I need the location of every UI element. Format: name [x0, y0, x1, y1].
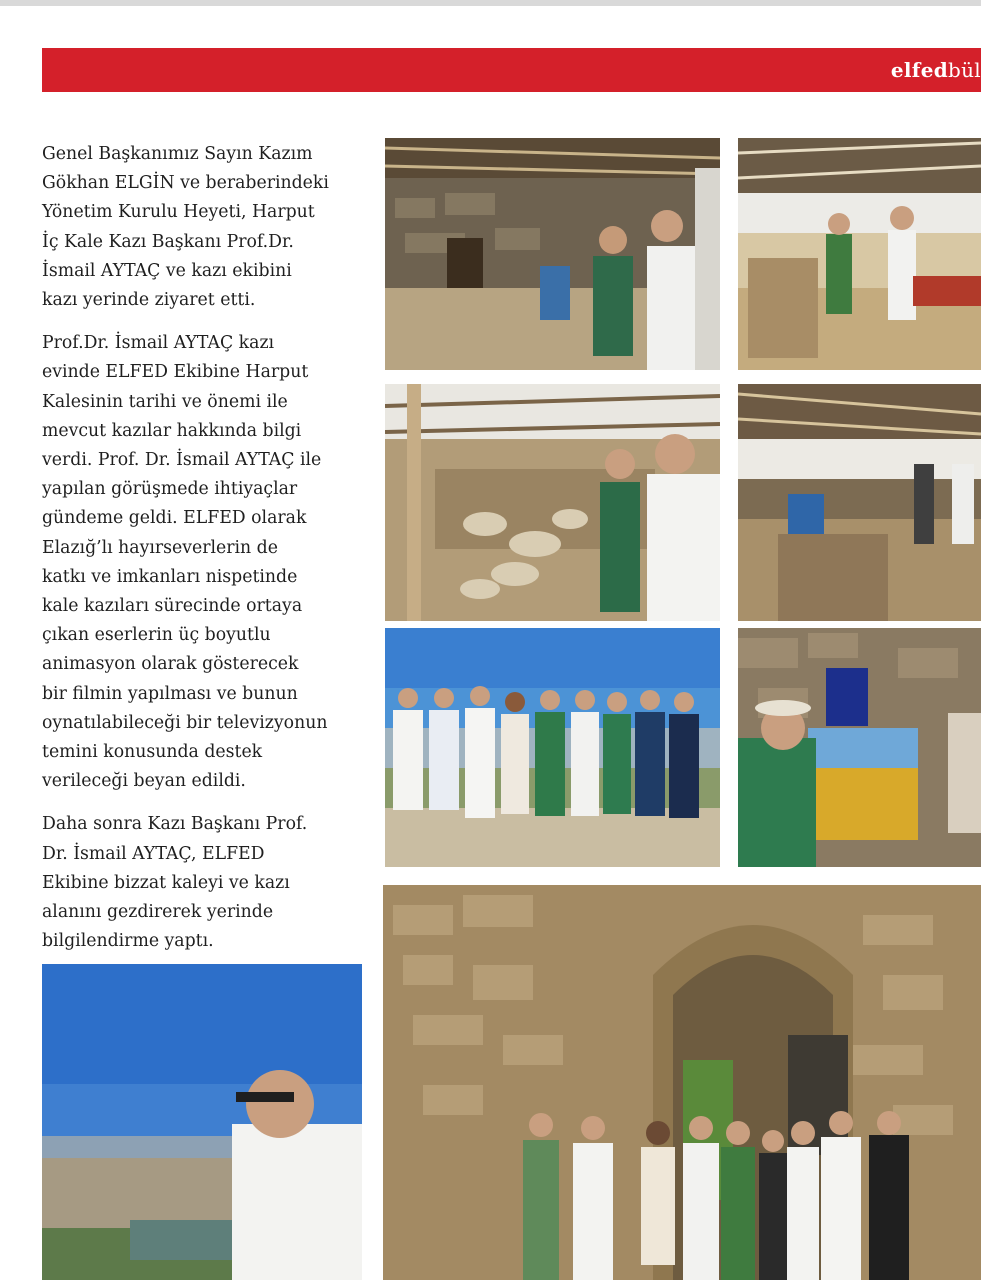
brand-bold: elfed	[890, 58, 949, 82]
photo-excavation-shelter	[385, 138, 720, 370]
photo-excavation-site	[738, 384, 981, 621]
article-paragraph-3: Daha sonra Kazı Başkanı Prof. Dr. İsmail AYTAÇ, ELFED Ekibine bizzat kaleyi ve kazı alanını gezdirerek yerinde bilgilendirme yaptı.	[42, 814, 308, 952]
photo-shelter-interior	[738, 138, 981, 370]
brand-logo	[891, 58, 981, 82]
article-paragraph-1: Genel Başkanımız Sayın Kazım Gökhan ELGİN ve beraberindeki Yönetim Kurulu Heyeti, Harput İç Kale Kazı Başkanı Prof.Dr. İsmail AYTAÇ ve kazı ekibini kazı yerinde ziyaret etti.	[42, 144, 329, 311]
article-body	[42, 140, 362, 970]
photo-group-castle-gate	[383, 885, 981, 1280]
photo-professor-painting	[738, 628, 981, 867]
top-edge-strip	[0, 0, 981, 6]
brand-rest: bül	[948, 58, 981, 82]
article-paragraph-2: Prof.Dr. İsmail AYTAÇ kazı evinde ELFED Ekibine Harput Kalesinin tarihi ve önemi ile mevcut kazılar hakkında bilgi verdi. Prof. Dr. İsmail AYTAÇ ile yapılan görüşmede ihtiyaçlar gündeme geldi. ELFED olarak Elazığ’lı hayırseverlerin de katkı ve imkanları nispetinde kale kazıları sürecinde ortaya çıkan eserlerin üç boyutlu animasyon olarak gösterecek bir filmin yapılması ve bunun oynatılabileceği bir televizyonun temini konusunda destek verileceği beyan edildi.	[42, 333, 328, 792]
header-banner	[42, 48, 981, 92]
photo-group-hilltop	[385, 628, 720, 867]
photo-stone-artifacts	[385, 384, 720, 621]
photo-portrait-city	[42, 964, 362, 1280]
